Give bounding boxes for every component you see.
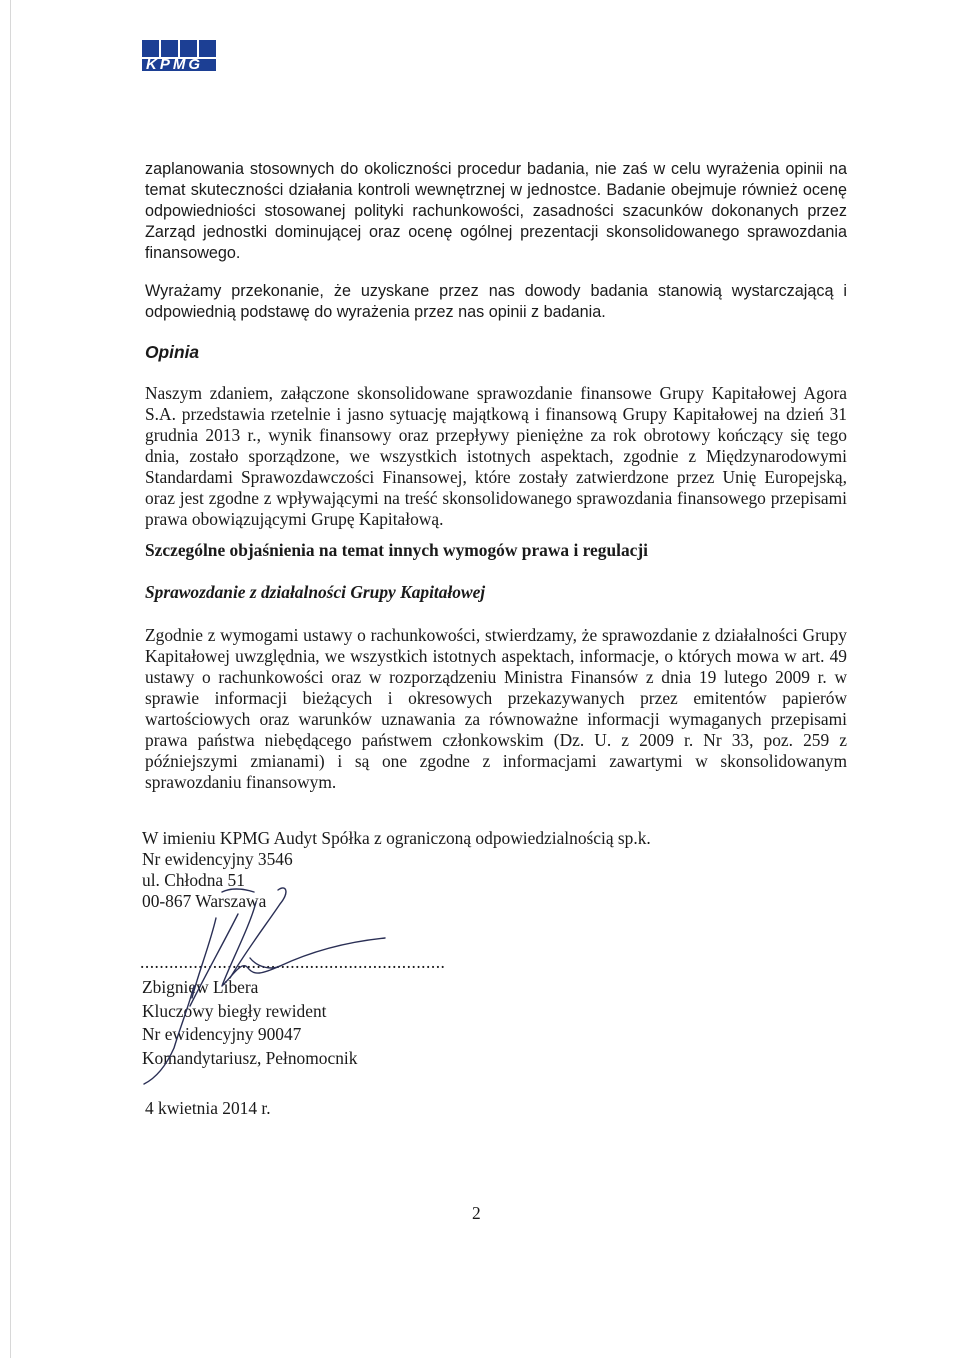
auditor-registration: Nr ewidencyjny 90047 — [142, 1024, 302, 1044]
auditor-title: Kluczowy biegły rewident — [142, 1000, 327, 1021]
page-edge — [10, 0, 11, 1358]
firm-street: ul. Chłodna 51 — [142, 870, 245, 890]
paragraph-compliance: Zgodnie z wymogami ustawy o rachunkowości, stwierdzamy, że sprawozdanie z działalności Grupy Kapitałowej uwzględnia, we wszystkich istotnych aspektach, informacje, o których mowa w art. 49 ustawy o rachunkowości oraz w rozporządzeniu Ministra Finansów z dnia 19 lutego 2009 r. w sprawie informacji bieżących i okresowych przekazywanych przez emitentów papierów wartościowych oraz warunków uznawania za równoważne informacji wymaganych przepisami prawa państwa niebędącego państwem członkowskim (Dz. U. z 2009 r. Nr 33, poz. 259 z późniejszymi zmianami) i są one zgodne z informacjami zawartymi w skonsolidowanym sprawozdaniu finansowym. — [145, 625, 847, 792]
paragraph-opinion: Naszym zdaniem, załączone skonsolidowane sprawozdanie finansowe Grupy Kapitałowej Agora S.A. przedstawia rzetelnie i jasno sytuację majątkową i finansową Grupy Kapitałowej na dzień 31 grudnia 2013 r., wynik finansowy oraz przepływy pieniężne za rok obrotowy kończący się tego dnia, zostało sporządzone, we wszystkich istotnych aspektach, zgodnie z Międzynarodowymi Standardami Sprawozdawczości Finansowej, które zostały zatwierdzone przez Unię Europejską, oraz jest zgodne z wpływającymi na treść skonsolidowanego sprawozdania finansowego przepisami prawa obowiązującymi Grupę Kapitałową. — [145, 383, 847, 529]
logo-text: KPMG — [146, 56, 203, 72]
auditor-name: Zbigniew Libera — [142, 977, 259, 997]
firm-city: 00-867 Warszawa — [142, 891, 267, 911]
subheading-group-report: Sprawozdanie z działalności Grupy Kapitałowej — [145, 582, 486, 602]
auditor-role: Komandytariusz, Pełnomocnik — [142, 1047, 358, 1068]
page-number: 2 — [472, 1203, 481, 1223]
heading-special-explanations: Szczególne objaśnienia na temat innych wymogów prawa i regulacji — [145, 540, 649, 560]
firm-registration: Nr ewidencyjny 3546 — [142, 849, 293, 869]
paragraph-audit-scope: zaplanowania stosownych do okoliczności procedur badania, nie zaś w celu wyrażenia opinii na temat skuteczności działania kontroli wewnętrznej w jednostce. Badanie obejmuje również ocenę odpowiedniości stosowanej polityki rachunkowości, zasadności szacunków dokonanych przez Zarząd jednostki dominującej oraz ocenę ogólnej prezentacji skonsolidowanego sprawozdania finansowego. — [145, 160, 847, 262]
signature-line: ............................................................... — [140, 952, 446, 972]
report-date: 4 kwietnia 2014 r. — [145, 1098, 271, 1118]
kpmg-logo — [142, 38, 218, 72]
handwritten-signature — [130, 878, 400, 1088]
paragraph-evidence: Wyrażamy przekonanie, że uzyskane przez nas dowody badania stanowią wystarczającą i odpowiednią podstawę do wyrażenia przez nas opinii z badania. — [145, 282, 847, 321]
firm-name-line: W imieniu KPMG Audyt Spółka z ograniczoną odpowiedzialnością sp.k. — [142, 828, 651, 848]
heading-opinion: Opinia — [145, 342, 200, 362]
